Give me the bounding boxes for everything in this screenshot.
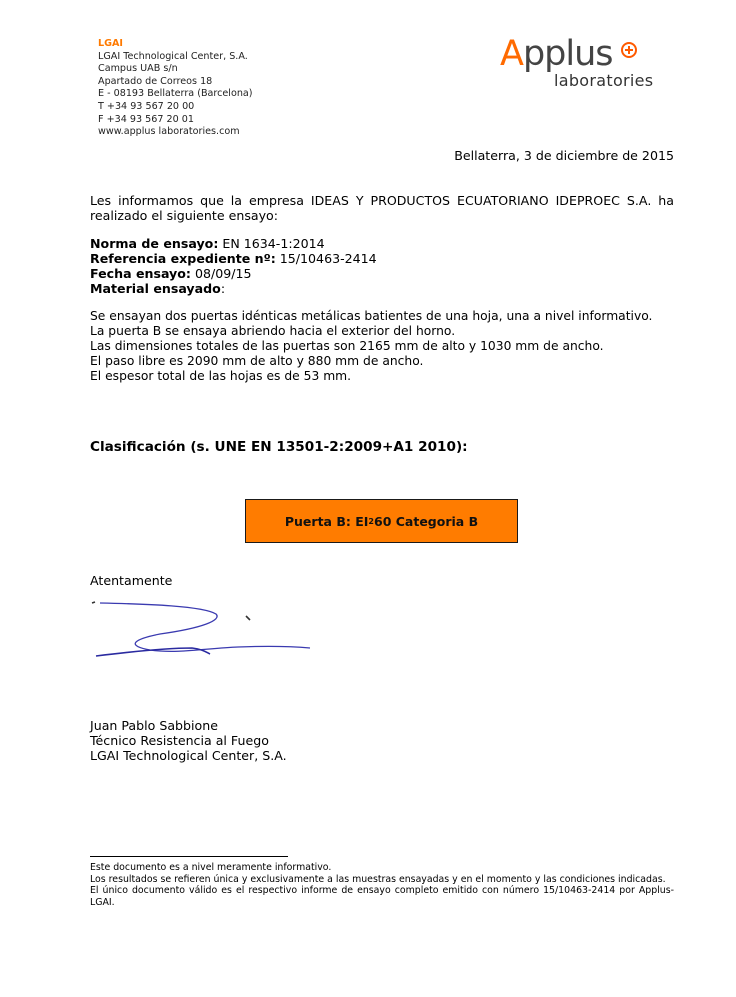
result-suffix: 60 Categoria B [374,513,479,529]
test-fields [90,236,377,296]
material-description [90,309,652,384]
sender-line: www.applus laboratories.com [98,126,240,138]
letter-date: Bellaterra, 3 de diciembre de 2015 [454,148,674,163]
sender-line: LGAI Technological Center, S.A. [98,50,248,62]
sender-line: T +34 93 567 20 00 [98,100,195,112]
field-label: Referencia expediente nº: [90,251,276,266]
description-line: El paso libre es 2090 mm de alto y 880 mm de ancho. [90,354,424,369]
handwritten-signature [88,590,318,658]
field-test-standard [90,236,377,251]
field-value: : [220,281,226,296]
sender-line: Apartado de Correos 18 [98,75,213,87]
plus-circle-icon [621,42,637,58]
sender-line: F +34 93 567 20 01 [98,113,194,125]
closing-salutation: Atentamente [90,573,173,588]
signer-title: Técnico Resistencia al Fuego [90,733,269,748]
footnotes [90,862,674,908]
footnote: Los resultados se refieren única y exclusivamente a las muestras ensayadas y en el momento y las condiciones indicadas. [90,873,666,885]
intro-paragraph [90,193,674,223]
sender-line: Campus UAB s/n [98,63,178,75]
logo-brand-initial: A [500,34,523,74]
field-value: EN 1634-1:2014 [218,236,325,251]
field-test-date [90,266,377,281]
classification-heading: Clasificación (s. UNE EN 13501-2:2009+A1 2010): [90,439,468,455]
footnote-divider [90,856,288,857]
result-subscript: 2 [368,516,374,526]
logo-subtitle: laboratories [554,71,654,90]
field-value: 08/09/15 [190,266,252,281]
applus-logo [500,34,670,96]
sender-line: E - 08193 Bellaterra (Barcelona) [98,88,253,100]
footnote: Este documento es a nivel meramente informativo. [90,862,332,873]
description-line: Se ensayan dos puertas idénticas metálicas batientes de una hoja, una a nivel informativo. [90,309,653,323]
result-prefix: Puerta B: EI [284,513,369,529]
field-material [90,281,377,296]
sender-address-block [98,38,253,139]
field-label: Norma de ensayo: [90,236,219,251]
logo-brand [500,34,613,74]
classification-result-box [245,499,518,543]
intro-line-2: realizado el siguiente ensayo: [90,208,279,223]
footnote: El único documento válido es el respectivo informe de ensayo completo emitido con número 15/10463-2414 por Applus-LGAI. [90,885,674,908]
signer-name: Juan Pablo Sabbione [90,718,218,733]
signer-block [90,718,287,763]
description-line: Las dimensiones totales de las puertas son 2165 mm de alto y 1030 mm de ancho. [90,339,604,354]
logo-brand-rest: pplus [522,34,613,74]
intro-line-1: Les informamos que la empresa IDEAS Y PRODUCTOS ECUATORIANO IDEPROEC S.A. ha [90,193,674,208]
field-label: Material ensayado [90,281,221,296]
description-line: La puerta B se ensaya abriendo hacia el exterior del horno. [90,324,456,339]
signer-organization: LGAI Technological Center, S.A. [90,748,287,763]
field-label: Fecha ensayo: [90,266,191,281]
field-value: 15/10463-2414 [275,251,377,266]
description-line: El espesor total de las hojas es de 53 mm. [90,369,352,384]
sender-org: LGAI [98,38,123,49]
field-file-reference [90,251,377,266]
